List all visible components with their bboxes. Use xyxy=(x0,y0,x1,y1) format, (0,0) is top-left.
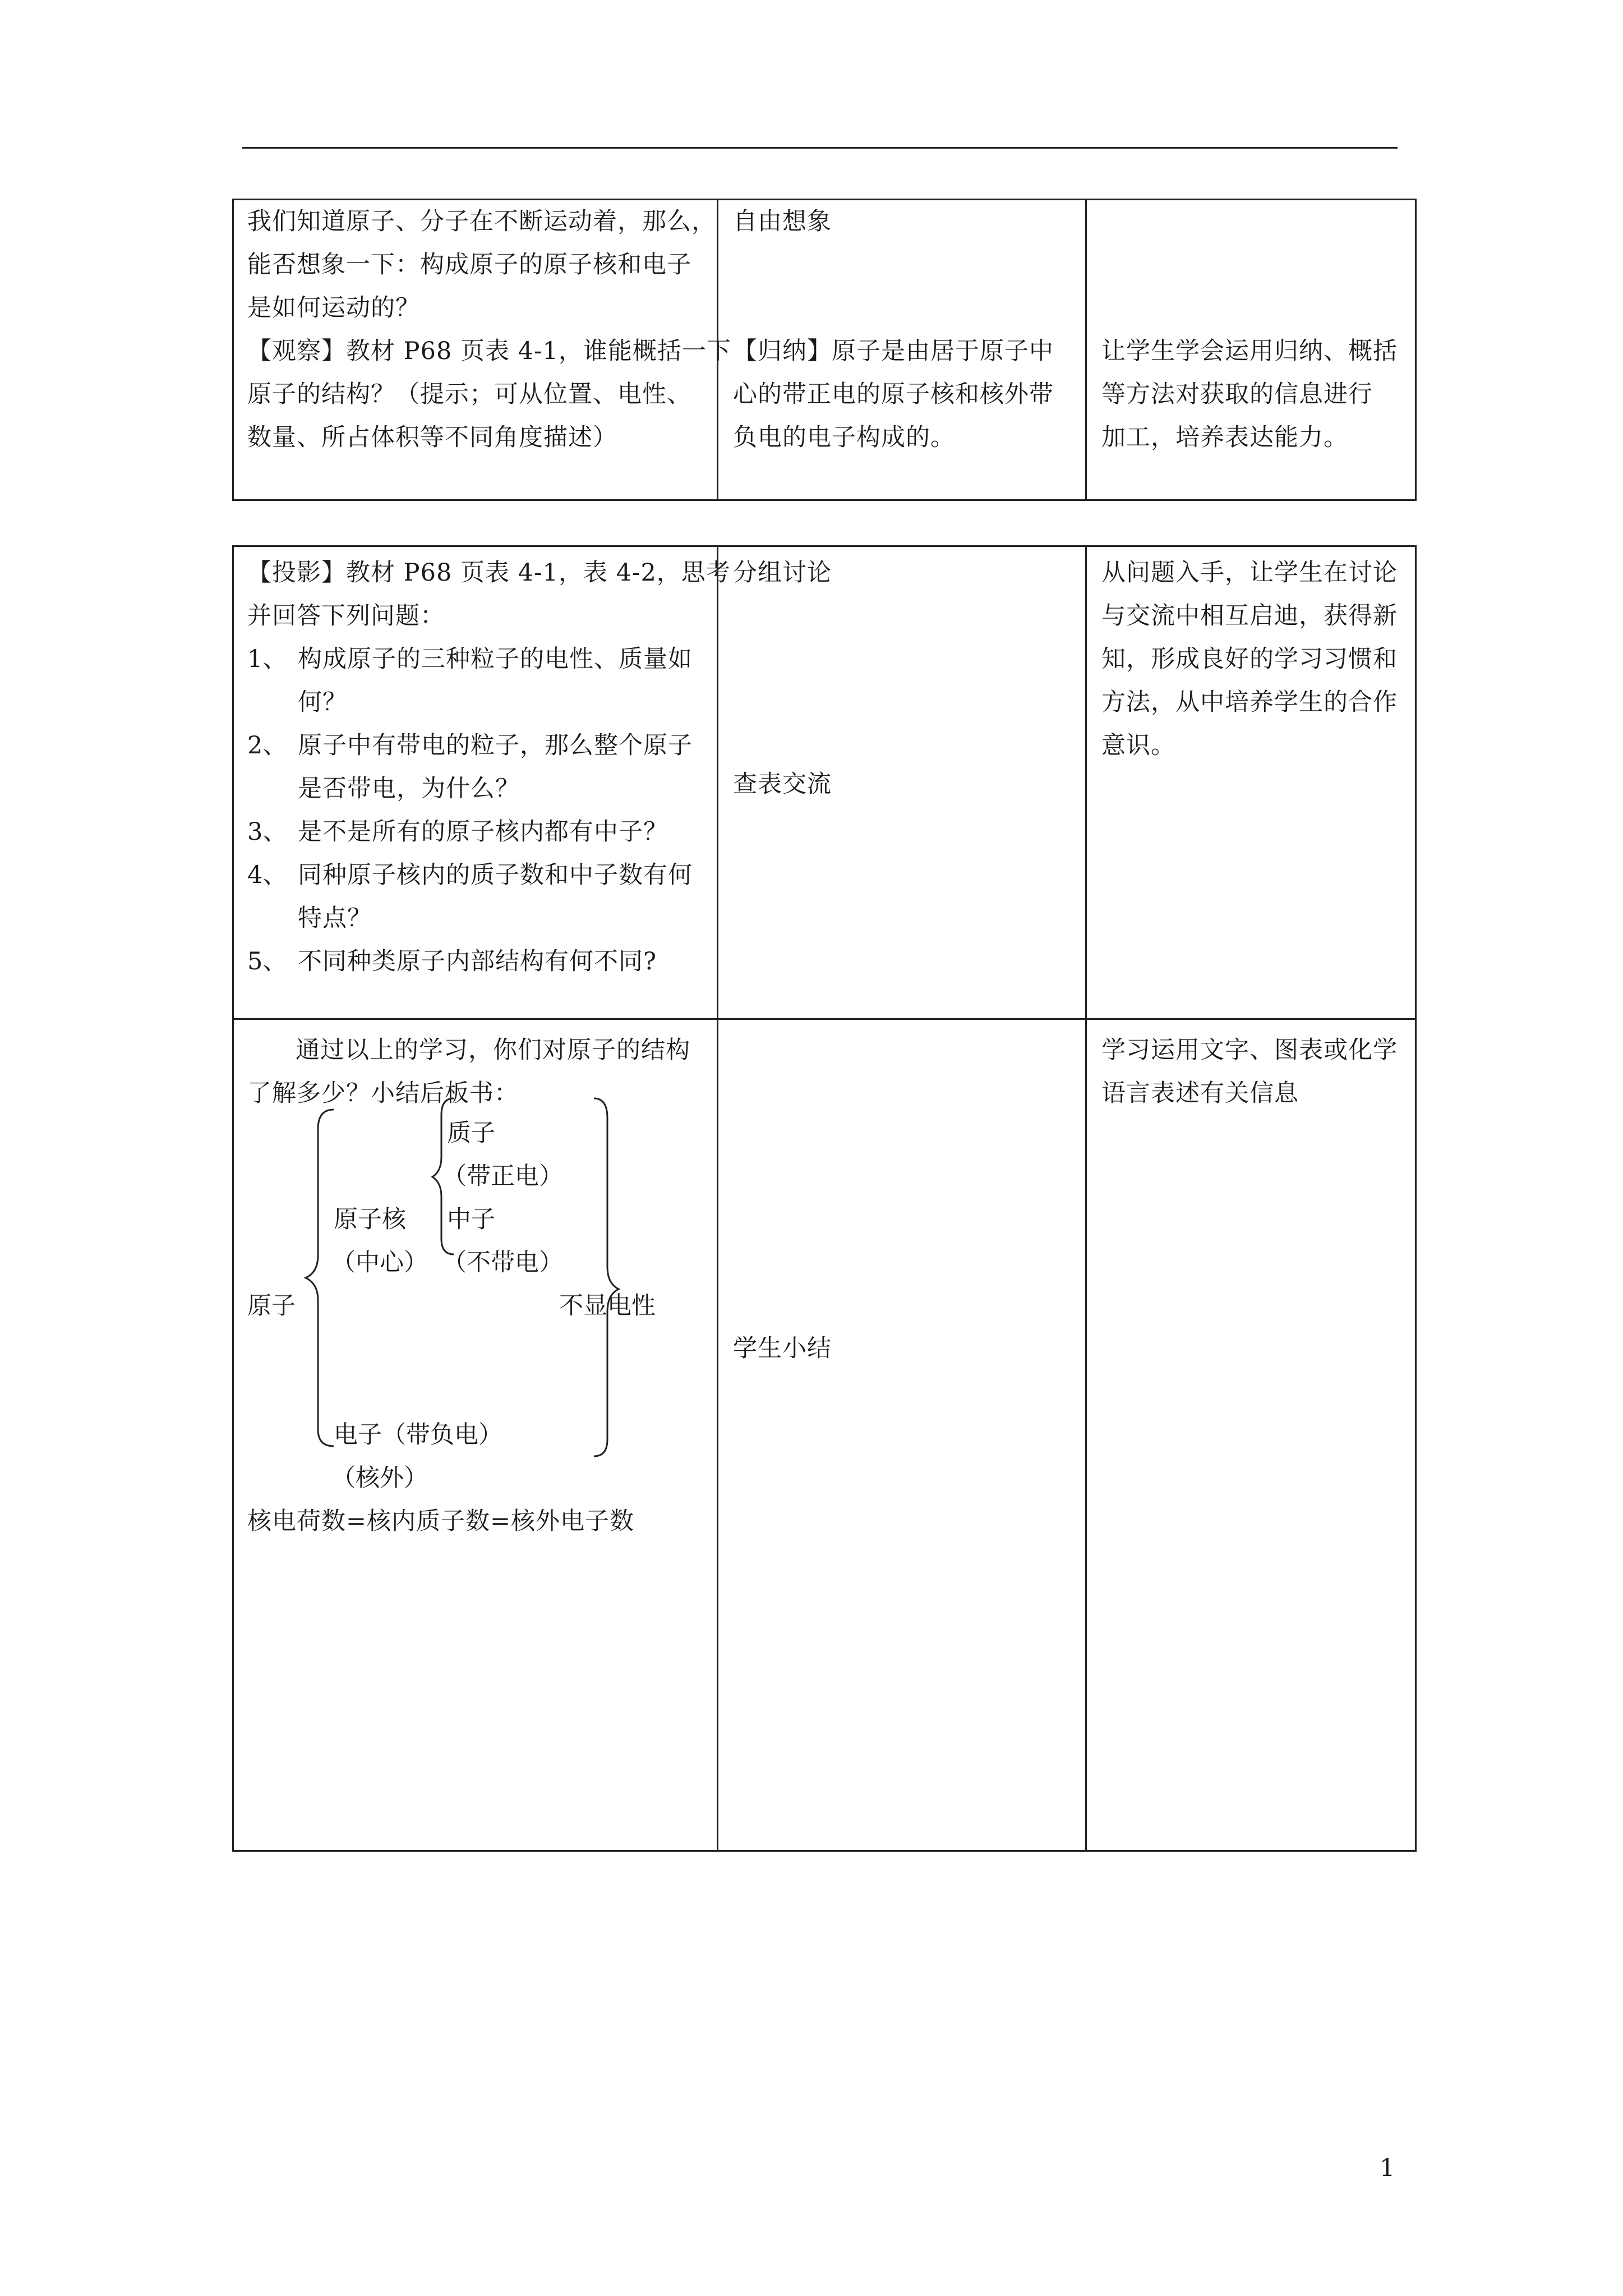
lesson-table-1 xyxy=(232,199,1417,501)
text-line: 分组讨论 xyxy=(733,559,832,587)
proton-charge-label: （带正电） xyxy=(442,1162,563,1190)
atom-label: 原子 xyxy=(247,1292,296,1320)
text-line: 语言表述有关信息 xyxy=(1101,1079,1299,1107)
intent-cell xyxy=(1086,200,1416,500)
question-text: 不同种类原子内部结构有何不同? xyxy=(298,947,657,976)
text-line: 知，形成良好的学习习惯和 xyxy=(1101,645,1398,673)
question-number: 3、 xyxy=(247,818,287,846)
text-line: 通过以上的学习，你们对原子的结构 xyxy=(296,1036,690,1064)
text-line: 学习运用文字、图表或化学 xyxy=(1101,1036,1398,1064)
question-text: 是否带电，为什么？ xyxy=(298,775,520,803)
question-number: 1、 xyxy=(247,645,287,673)
text-line: 自由想象 xyxy=(733,208,832,236)
student-cell xyxy=(718,200,1086,500)
text-line: 我们知道原子、分子在不断运动着，那么， xyxy=(247,208,716,236)
text-line: 原子的结构？（提示；可从位置、电性、 xyxy=(247,380,691,408)
lesson-table-2 xyxy=(232,545,1417,1852)
text-line: 方法，从中培养学生的合作 xyxy=(1101,688,1398,716)
text-line: 从问题入手，让学生在讨论 xyxy=(1101,559,1398,587)
text-line: 能否想象一下：构成原子的原子核和电子 xyxy=(247,251,691,279)
text-line: 【观察】教材 P68 页表 4-1，谁能概括一下 xyxy=(247,337,731,365)
neutron-charge-label: （不带电） xyxy=(442,1249,563,1277)
question-number: 5、 xyxy=(247,947,287,976)
nucleus-label: 原子核 xyxy=(334,1205,406,1234)
page-number: 1 xyxy=(1380,2154,1395,2182)
activity-cell xyxy=(233,1019,718,1851)
question-text: 构成原子的三种粒子的电性、质量如 xyxy=(298,645,693,673)
text-line: 查表交流 xyxy=(733,770,832,798)
intent-cell xyxy=(1086,546,1416,1019)
header-rule xyxy=(242,147,1398,149)
activity-cell xyxy=(233,546,731,1019)
text-line: 数量、所占体积等不同角度描述） xyxy=(247,424,617,452)
text-line: 【归纳】原子是由居于原子中 xyxy=(733,337,1054,365)
nucleus-position-label: （中心） xyxy=(331,1249,428,1277)
proton-label: 质子 xyxy=(447,1119,495,1147)
question-text: 特点？ xyxy=(298,904,372,932)
text-line: 并回答下列问题： xyxy=(247,602,445,630)
table-row xyxy=(233,200,1416,500)
text-line: 让学生学会运用归纳、概括 xyxy=(1101,337,1398,365)
activity-cell xyxy=(233,200,731,500)
text-line: 意识。 xyxy=(1101,731,1175,760)
question-text: 是不是所有的原子核内都有中子？ xyxy=(298,818,668,846)
table-row xyxy=(233,1019,1416,1851)
text-line: 加工，培养表达能力。 xyxy=(1101,424,1348,452)
text-line: 【投影】教材 P68 页表 4-1，表 4-2，思考 xyxy=(247,559,731,587)
intent-cell xyxy=(1086,1019,1416,1851)
electron-label: 电子（带负电） xyxy=(334,1421,502,1449)
atom-structure-diagram xyxy=(234,1020,717,1850)
text-line: 等方法对获取的信息进行 xyxy=(1101,380,1373,408)
question-text: 何？ xyxy=(298,688,347,716)
question-number: 2、 xyxy=(247,731,287,760)
neutron-label: 中子 xyxy=(447,1205,495,1234)
text-line: 了解多少？小结后板书： xyxy=(247,1079,519,1107)
question-number: 4、 xyxy=(247,861,287,889)
student-cell xyxy=(718,546,1086,1019)
neutral-label: 不显电性 xyxy=(559,1292,656,1320)
text-line: 负电的电子构成的。 xyxy=(733,424,955,452)
text-line: 学生小结 xyxy=(733,1335,832,1363)
charge-equation: 核电荷数=核内质子数=核外电子数 xyxy=(247,1507,635,1535)
electron-position-label: （核外） xyxy=(331,1464,428,1492)
student-cell xyxy=(718,1019,1086,1851)
text-line: 是如何运动的？ xyxy=(247,294,420,322)
text-line: 心的带正电的原子核和核外带 xyxy=(733,380,1054,408)
question-text: 原子中有带电的粒子，那么整个原子 xyxy=(298,731,693,760)
text-line: 与交流中相互启迪，获得新 xyxy=(1101,602,1398,630)
question-text: 同种原子核内的质子数和中子数有何 xyxy=(298,861,693,889)
table-row xyxy=(233,546,1416,1019)
